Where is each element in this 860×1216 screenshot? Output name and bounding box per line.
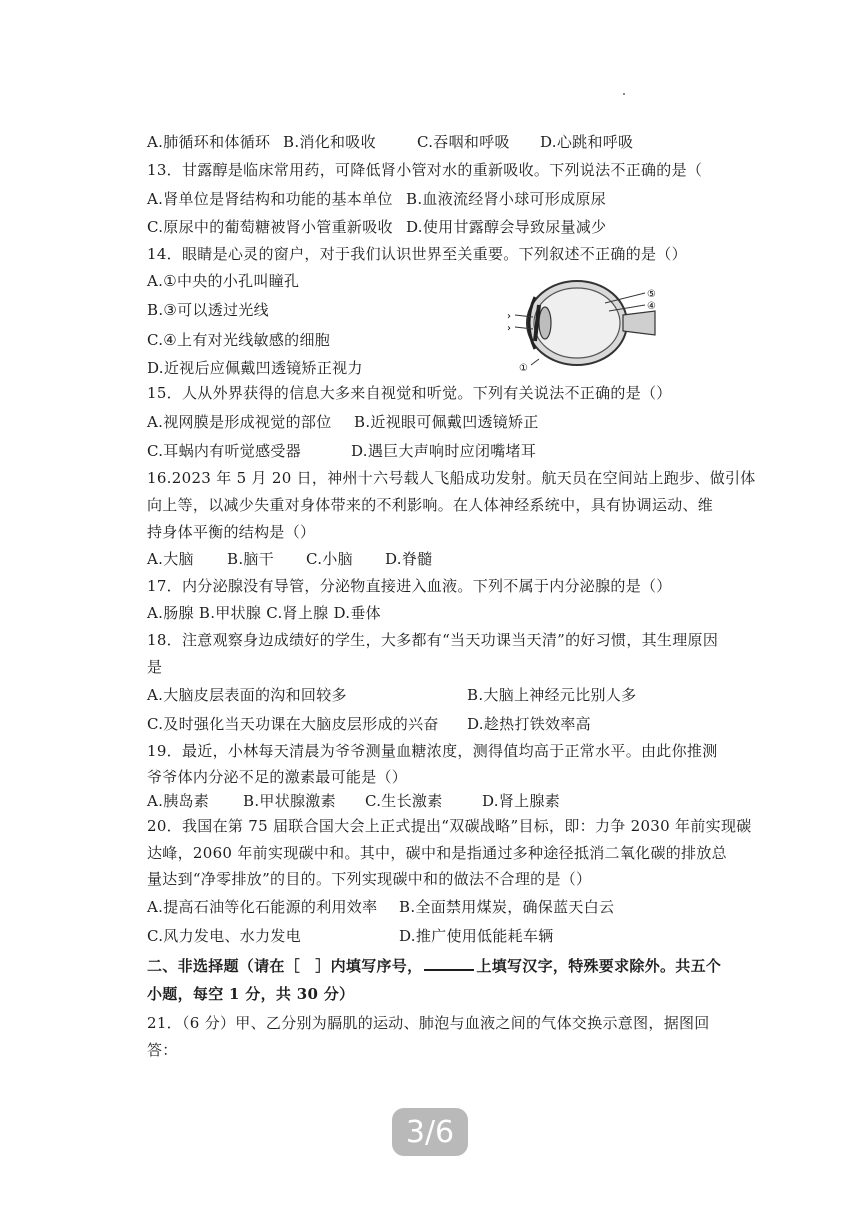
section2-heading-part1: 二、非选择题（请在［ ］内填写序号， [147, 957, 423, 975]
q20-option-c: C.风力发电、水力发电 [147, 927, 302, 945]
q16-option-a: A.大脑 [147, 550, 194, 568]
eye-label-5: ⑤ [647, 289, 656, 300]
q20-stem-line2: 达峰，2060 年前实现碳中和。其中，碳中和是指通过多种途径抵消二氧化碳的排放总 [147, 844, 727, 862]
q18-option-c: C.及时强化当天功课在大脑皮层形成的兴奋 [147, 715, 439, 733]
q16-stem-line2: 向上等，以减少失重对身体带来的不利影响。在人体神经系统中，具有协调运动、维 [147, 496, 714, 514]
q20-option-d: D.推广使用低能耗车辆 [399, 927, 554, 945]
q16-stem-line1: 16.2023 年 5 月 20 日，神州十六号载人飞船成功发射。航天员在空间站上跑步、做引体 [147, 469, 756, 487]
q20-option-a: A.提高石油等化石能源的利用效率 [147, 898, 378, 916]
q20-option-b: B.全面禁用煤炭，确保蓝天白云 [399, 898, 615, 916]
q15-stem: 15．人从外界获得的信息大多来自视觉和听觉。下列有关说法不正确的是（） [147, 384, 672, 402]
q18-stem-line1: 18．注意观察身边成绩好的学生，大多都有“当天功课当天清”的好习惯，其生理原因 [147, 631, 719, 649]
q19-option-c: C.生长激素 [365, 792, 443, 810]
q15-option-a: A.视网膜是形成视觉的部位 [147, 413, 332, 431]
q13-option-c: C.原尿中的葡萄糖被肾小管重新吸收 [147, 218, 393, 236]
q20-stem-line1: 20．我国在第 75 届联合国大会上正式提出“双碳战略”目标，即：力争 2030 年前实现碳 [147, 817, 752, 835]
q18-stem-line2: 是 [147, 658, 163, 676]
q18-option-d: D.趁热打铁效率高 [467, 715, 591, 733]
q14-option-d: D.近视后应佩戴凹透镜矫正视力 [147, 359, 363, 377]
q13-option-a: A.肾单位是肾结构和功能的基本单位 [147, 190, 393, 208]
q14-stem: 14．眼睛是心灵的窗户，对于我们认识世界至关重要。下列叙述不正确的是（） [147, 245, 687, 263]
q14-option-b: B.③可以透过光线 [147, 301, 269, 319]
fill-blank-underline [424, 955, 474, 971]
q14-option-c: C.④上有对光线敏感的细胞 [147, 331, 331, 349]
q14-option-a: A.①中央的小孔叫瞳孔 [147, 272, 300, 290]
q16-option-b: B.脑干 [227, 550, 274, 568]
q21-stem-line2: 答： [147, 1041, 178, 1059]
q13-stem: 13．甘露醇是临床常用药，可降低肾小管对水的重新吸收。下列说法不正确的是（ [147, 161, 703, 179]
svg-text:›: › [507, 311, 511, 322]
q12-option-c: C.吞咽和呼吸 [417, 133, 510, 151]
q19-option-b: B.甲状腺激素 [243, 792, 336, 810]
q16-option-d: D.脊髓 [385, 550, 433, 568]
section2-heading-part2: 上填写汉字，特殊要求除外。共五个 [476, 957, 722, 975]
page-indicator: 3/6 [392, 1108, 468, 1156]
q19-option-a: A.胰岛素 [147, 792, 210, 810]
eye-label-4: ④ [647, 301, 656, 312]
q12-option-b: B.消化和吸收 [283, 133, 376, 151]
q19-stem-line1: 19．最近，小林每天清晨为爷爷测量血糖浓度，测得值均高于正常水平。由此你推测 [147, 742, 718, 760]
q15-option-d: D.遇巨大声响时应闭嘴堵耳 [351, 442, 537, 460]
eyeball-diagram-icon [505, 275, 675, 375]
q12-option-d: D.心跳和呼吸 [540, 133, 634, 151]
q20-stem-line3: 量达到“净零排放”的目的。下列实现碳中和的做法不合理的是（） [147, 870, 592, 888]
q21-stem-line1: 21．（6 分）甲、乙分别为膈肌的运动、肺泡与血液之间的气体交换示意图，据图回 [147, 1014, 710, 1032]
q18-option-a: A.大脑皮层表面的沟和回较多 [147, 686, 347, 704]
q13-option-b: B.血液流经肾小球可形成原尿 [406, 190, 606, 208]
q16-option-c: C.小脑 [306, 550, 353, 568]
q16-stem-line3: 持身体平衡的结构是（） [147, 523, 316, 541]
svg-text:›: › [507, 323, 511, 334]
eye-label-1: ① [519, 363, 528, 374]
q15-option-b: B.近视眼可佩戴凹透镜矫正 [354, 413, 539, 431]
q19-option-d: D.肾上腺素 [482, 792, 561, 810]
section2-heading-line1 [147, 955, 721, 976]
q17-stem: 17．内分泌腺没有导管，分泌物直接进入血液。下列不属于内分泌腺的是（） [147, 577, 672, 595]
q15-option-c: C.耳蜗内有听觉感受器 [147, 442, 302, 460]
q12-option-a: A.肺循环和体循环 [147, 133, 271, 151]
section2-heading-line2: 小题，每空 1 分，共 30 分） [147, 985, 355, 1003]
scan-mark [623, 93, 625, 95]
q18-option-b: B.大脑上神经元比别人多 [467, 686, 637, 704]
q19-stem-line2: 爷爷体内分泌不足的激素最可能是（） [147, 768, 408, 786]
q17-options: A.肠腺 B.甲状腺 C.肾上腺 D.垂体 [147, 604, 381, 622]
q13-option-d: D.使用甘露醇会导致尿量减少 [406, 218, 607, 236]
